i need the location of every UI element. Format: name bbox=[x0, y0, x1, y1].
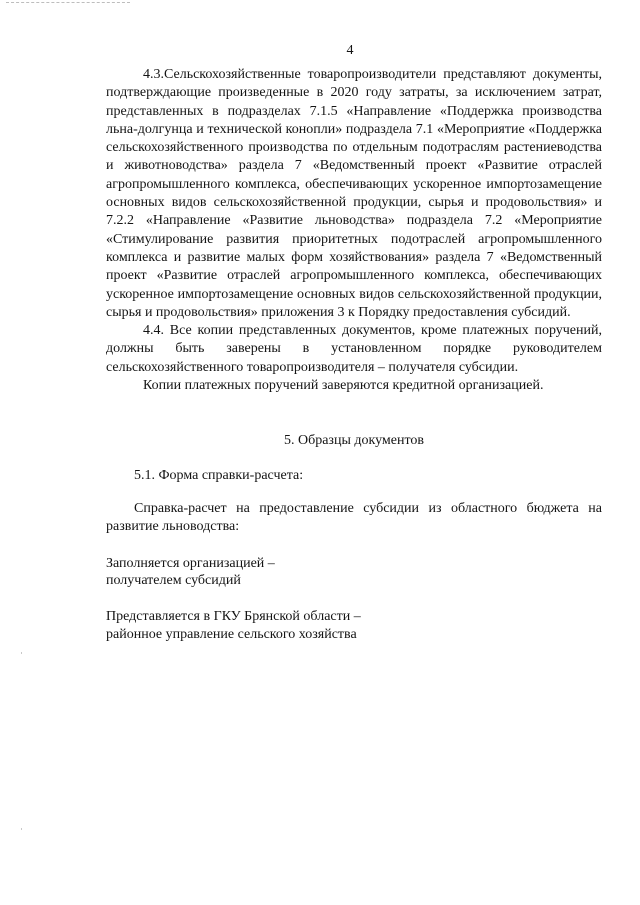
filled-by-line-2: получателем субсидий bbox=[106, 573, 241, 588]
page-number: 4 bbox=[346, 43, 354, 58]
form-title: Справка-расчет на предоставление субсидии из областного бюджета на развитие льноводства: bbox=[106, 501, 602, 535]
section-5-heading: 5. Образцы документов bbox=[283, 433, 425, 448]
paragraph-4-4-copies: Копии платежных поручений заверяются кредитной организацией. bbox=[143, 378, 544, 394]
filled-by-line-1: Заполняется организацией – bbox=[106, 556, 275, 571]
margin-speck bbox=[21, 828, 22, 830]
margin-speck bbox=[21, 652, 22, 654]
form-title-block bbox=[106, 500, 602, 537]
submitted-to-line-2: районное управление сельского хозяйства bbox=[106, 627, 357, 642]
submitted-to-line-1: Представляется в ГКУ Брянской области – bbox=[106, 609, 361, 624]
section-4-body bbox=[106, 66, 602, 395]
scan-artifact-line bbox=[6, 2, 130, 3]
paragraph-5-1: 5.1. Форма справки-расчета: bbox=[134, 468, 304, 483]
paragraph-4-4: 4.4. Все копии представленных документов, кроме платежных поручений, должны быть заверены в установленном порядке руководителем сельскохозяйственного товаропроизводителя – получателя субсидии. bbox=[106, 323, 602, 375]
paragraph-4-3: 4.3.Сельскохозяйственные товаропроизводители представляют документы, подтверждающие произведенные в 2020 году затраты, за исключением затрат, представленных в подразделах 7.1.5 «Направление «Поддержка производства льна-долгунца и технической конопли» подраздела 7.1 «Мероприятие «Поддержка сельскохозяйственного производства по отдельным подотраслям растениеводства и животноводства» раздела 7 «Ведомственный проект «Развитие отраслей агропромышленного комплекса, обеспечивающих ускоренное импортозамещение основных видов сельскохозяйственной продукции, сырья и продовольствия» и 7.2.2 «Направление «Развитие льноводства» подраздела 7.2 «Мероприятие «Стимулирование развития приоритетных подотраслей агропромышленного комплекса и развитие малых форм хозяйствования» раздела 7 «Ведомственный проект «Развитие отраслей агропромышленного комплекса, обеспечивающих ускоренное импортозамещение основных видов сельскохозяйственной продукции, сырья и продовольствия» приложения 3 к Порядку предоставления субсидий. bbox=[106, 67, 602, 320]
